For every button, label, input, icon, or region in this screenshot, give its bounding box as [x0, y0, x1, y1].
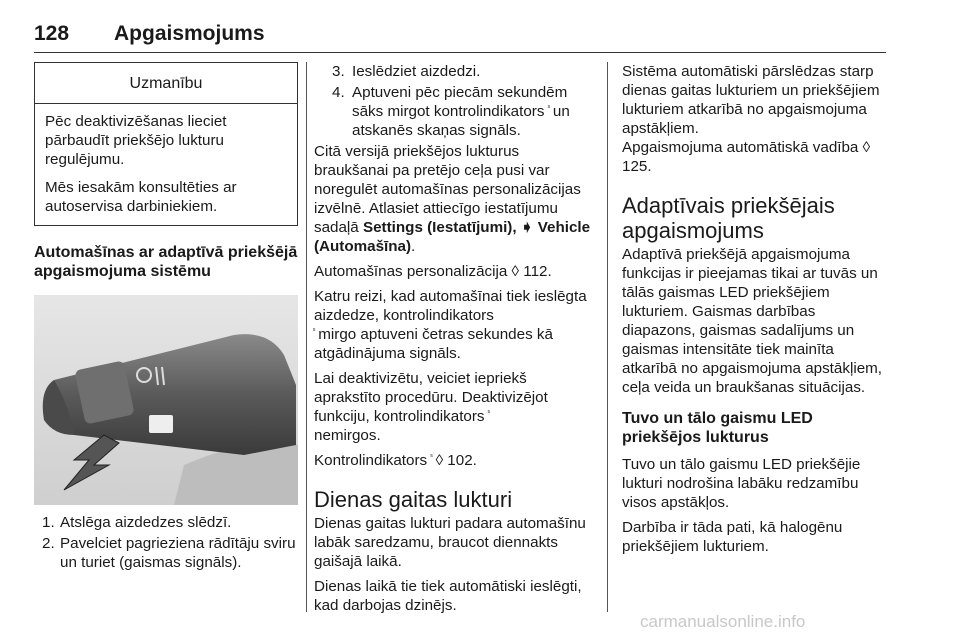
- paragraph: Dienas laikā tie tiek automātiski ieslēgti, kad darbojas dzinējs.: [314, 578, 582, 614]
- caution-body: [35, 104, 297, 225]
- caution-title: Uzmanību: [35, 63, 297, 104]
- steps-list: [314, 62, 592, 140]
- paragraph: Darbība ir tāda pati, kā halogēnu priekšējiem lukturiem.: [622, 519, 843, 555]
- caution-text: Pēc deaktivizēšanas lieciet pārbaudīt priekšējo lukturu regulējumu.: [45, 113, 227, 168]
- column-divider: [607, 62, 608, 612]
- watermark: carmanualsonline.info: [640, 612, 806, 631]
- list-item: 4. Aptuveni pēc piecām sekundēm sāks mirgot kontrolindikators un atskanēs skaņas signāls.: [332, 84, 570, 139]
- paragraph: Tuvo un tālo gaismu LED priekšējie lukturi nodrošina labāku redzamību visos apstākļos.: [622, 456, 861, 511]
- column-2: [314, 62, 592, 621]
- cross-reference: Apgaismojuma automātiskā vadība ◊ 125.: [622, 139, 871, 175]
- caution-box: [34, 62, 298, 226]
- column-1: [34, 62, 298, 574]
- page-header: [34, 22, 886, 52]
- cross-reference: Automašīnas personalizācija ◊ 112.: [314, 263, 552, 280]
- lever-illustration: [34, 295, 298, 505]
- section-heading: Adaptīvais priekšējais apgaismojums: [622, 193, 835, 243]
- paragraph: Adaptīvā priekšējā apgaismojuma funkcijas ir pieejamas tikai ar tuvās un tālās gaismas LED priekšējiem lukturiem. Gaismas darbības diapazons, gaismas sadalījums un gaismas intensitāte tiek mainīta atkarībā no apgaismojuma apstākļiem, ceļa veida un braukšanas situācijas.: [622, 246, 883, 396]
- section-heading: Dienas gaitas lukturi: [314, 487, 513, 512]
- page-number: 128: [34, 22, 70, 45]
- list-item: 2. Pavelciet pagrieziena rādītāju sviru un turiet (gaismas signāls).: [42, 535, 296, 571]
- list-item: 3. Ieslēdziet aizdedzi.: [332, 63, 481, 80]
- caution-text: Mēs iesakām konsultēties ar autoservisa darbiniekiem.: [45, 179, 237, 215]
- paragraph: Dienas gaitas lukturi padara automašīnu labāk saredzamu, braucot diennakts gaišajā laikā.: [314, 515, 586, 570]
- paragraph: Katru reizi, kad automašīnai tiek ieslēgta aizdedze, kontrolindikators mirgo aptuveni četras sekundes kā atgādinājuma signāls.: [314, 288, 587, 362]
- column-divider: [306, 62, 307, 612]
- header-divider: [34, 52, 886, 53]
- section-subheading: Tuvo un tālo gaismu LED priekšējos lukturus: [622, 410, 813, 446]
- turn-signal-lever-image: [34, 295, 298, 505]
- page-title: Apgaismojums: [114, 22, 265, 45]
- column-3: [622, 62, 888, 562]
- paragraph: Lai deaktivizētu, veiciet iepriekš aprakstīto procedūru. Deaktivizējot funkciju, kontrolindikators nemirgos.: [314, 370, 548, 444]
- cross-reference: Kontrolindikators ◊ 102.: [314, 452, 477, 469]
- list-item: 1. Atslēga aizdedzes slēdzī.: [42, 514, 232, 531]
- section-heading: Automašīnas ar adaptīvā priekšējā apgaismojuma sistēmu: [34, 244, 298, 280]
- paragraph: Citā versijā priekšējos lukturus braukšanai pa pretējo ceļa pusi var noregulēt automašīnas personalizācijas izvēlnē. Atlasiet attiecīgo iestatījumu sadaļā Settings (Iestatījumi), ➧ Vehicle (Automašīna).: [314, 143, 591, 255]
- steps-list: [34, 513, 298, 572]
- paragraph: Sistēma automātiski pārslēdzas starp dienas gaitas lukturiem un priekšējiem lukturiem atkarībā no apgaismojuma apstākļiem.: [622, 63, 880, 137]
